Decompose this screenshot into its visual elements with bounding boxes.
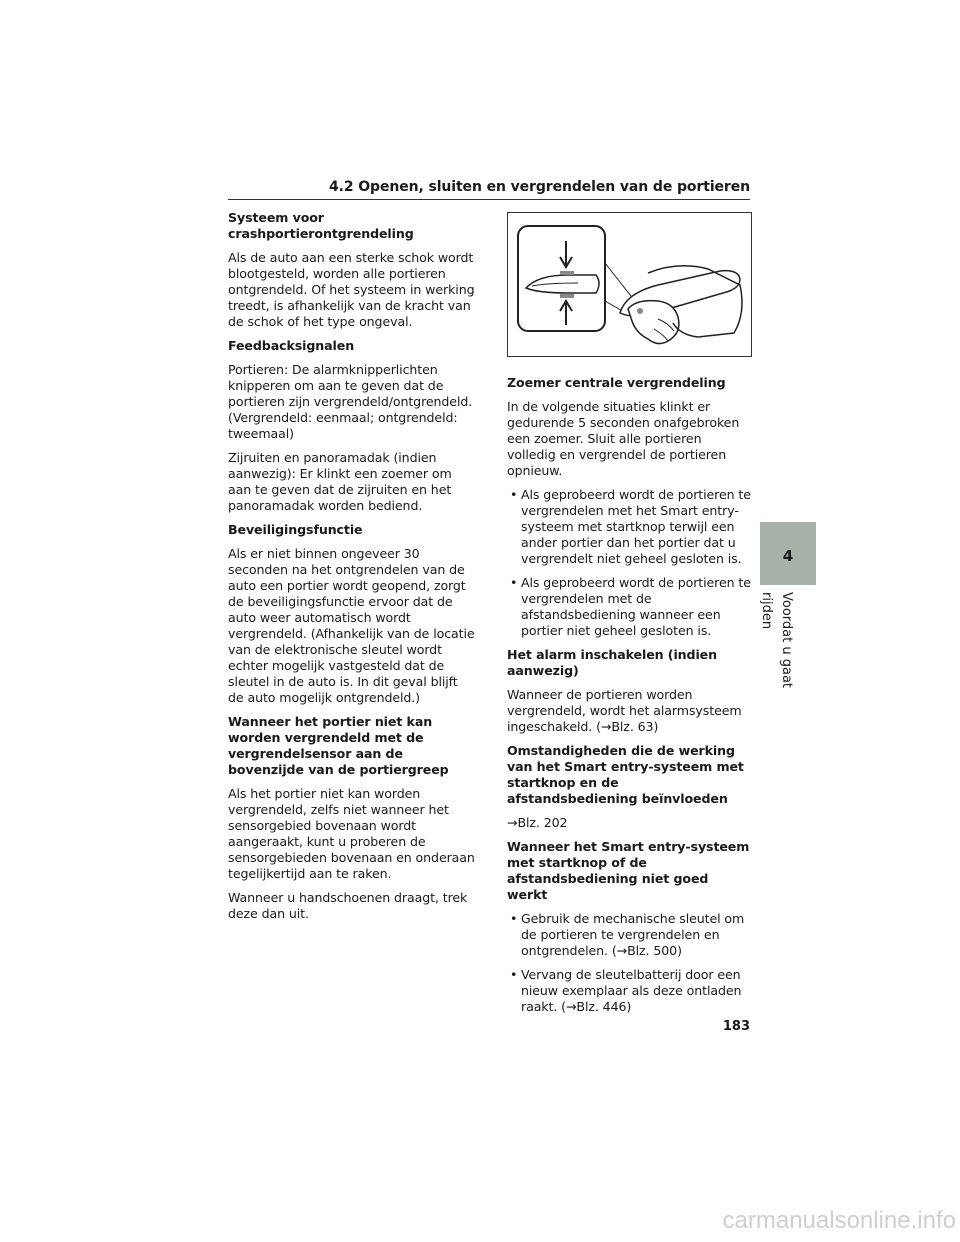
conditions-heading: Omstandigheden die de werking van het Smart entry-systeem met startknop en de afstandsbediening beïnvloeden xyxy=(507,743,744,806)
chapter-tab xyxy=(760,522,816,585)
chapter-number: 4 xyxy=(782,547,794,565)
security-heading: Beveiligingsfunctie xyxy=(228,522,363,537)
gloves-text: Wanneer u handschoenen draagt, trek deze dan uit. xyxy=(228,890,468,921)
feedback-text-windows: Zijruiten en panoramadak (indien aanwezig): Er klinkt een zoemer om aan te geven dat de zijruiten en het panoramadak worden bediend. xyxy=(228,450,452,513)
right-column xyxy=(507,212,752,1023)
list-item: • Als geprobeerd wordt de portieren te vergrendelen met het Smart entry-systeem met startknop terwijl een ander portier dan het portier dat u vergrendelt niet geheel gesloten is. xyxy=(507,487,752,567)
crash-heading: Systeem voor crashportierontgrendeling xyxy=(228,210,414,241)
list-item: • Als geprobeerd wordt de portieren te vergrendelen met de afstandsbediening wanneer een portier niet geheel gesloten is. xyxy=(507,575,752,639)
security-text: Als er niet binnen ongeveer 30 seconden na het ontgrendelen van de auto een portier wordt geopend, zorgt de beveiligingsfunctie ervoor dat de auto weer automatisch wordt vergrendeld. (Afhankelijk van de locatie van de elektronische sleutel wordt echter mogelijk vastgesteld dat de sleutel in de auto is. In dit geval blijft de auto mogelijk ontgrendeld.) xyxy=(228,546,475,705)
list-item: • Gebruik de mechanische sleutel om de portieren te vergrendelen en ontgrendelen. (→Blz. 500) xyxy=(507,911,752,959)
alarm-text: Wanneer de portieren worden vergrendeld, wordt het alarmsysteem ingeschakeld. (→Blz. 63) xyxy=(507,687,742,734)
notlock-heading: Wanneer het portier niet kan worden vergrendeld met de vergrendelsensor aan de bovenzijde van de portiergreep xyxy=(228,714,449,777)
buzzer-heading: Zoemer centrale vergrendeling xyxy=(507,375,726,390)
conditions-page-ref: →Blz. 202 xyxy=(507,815,568,830)
notlock-text: Als het portier niet kan worden vergrendeld, zelfs niet wanneer het sensorgebied bovenaan wordt aangeraakt, kunt u proberen de sensorgebieden bovenaan en onderaan tegelijkertijd aan te raken. xyxy=(228,786,475,881)
buzzer-bullet-list xyxy=(507,487,752,639)
notwork-heading: Wanneer het Smart entry-systeem met startknop of de afstandsbediening niet goed werkt xyxy=(507,839,750,902)
alarm-heading: Het alarm inschakelen (indien aanwezig) xyxy=(507,647,717,678)
list-item: • Vervang de sleutelbatterij door een nieuw exemplaar als deze ontladen raakt. (→Blz. 446) xyxy=(507,967,752,1015)
buzzer-text: In de volgende situaties klinkt er gedurende 5 seconden onafgebroken een zoemer. Sluit alle portieren volledig en vergrendel de portieren opnieuw. xyxy=(507,399,740,478)
crash-text: Als de auto aan een sterke schok wordt blootgesteld, worden alle portieren ontgrendeld. Of het systeem in werking treedt, is afhankelijk van de kracht van de schok of het type ongeval. xyxy=(228,250,475,329)
section-header: 4.2 Openen, sluiten en vergrendelen van de portieren xyxy=(228,178,750,200)
hand-touching-handle-image xyxy=(508,213,751,356)
page-number: 183 xyxy=(722,1019,750,1034)
chapter-label: Voordat u gaat rijden xyxy=(759,592,794,689)
left-column xyxy=(228,210,476,930)
door-handle-illustration xyxy=(507,212,752,357)
feedback-heading: Feedbacksignalen xyxy=(228,338,355,353)
watermark: carmanualsonline.info xyxy=(722,1207,956,1234)
feedback-text-doors: Portieren: De alarmknipperlichten knipperen om aan te geven dat de portieren zijn vergrendeld/ontgrendeld. (Vergrendeld: eenmaal; ontgrendeld: tweemaal) xyxy=(228,362,473,441)
notwork-bullet-list xyxy=(507,911,752,1015)
